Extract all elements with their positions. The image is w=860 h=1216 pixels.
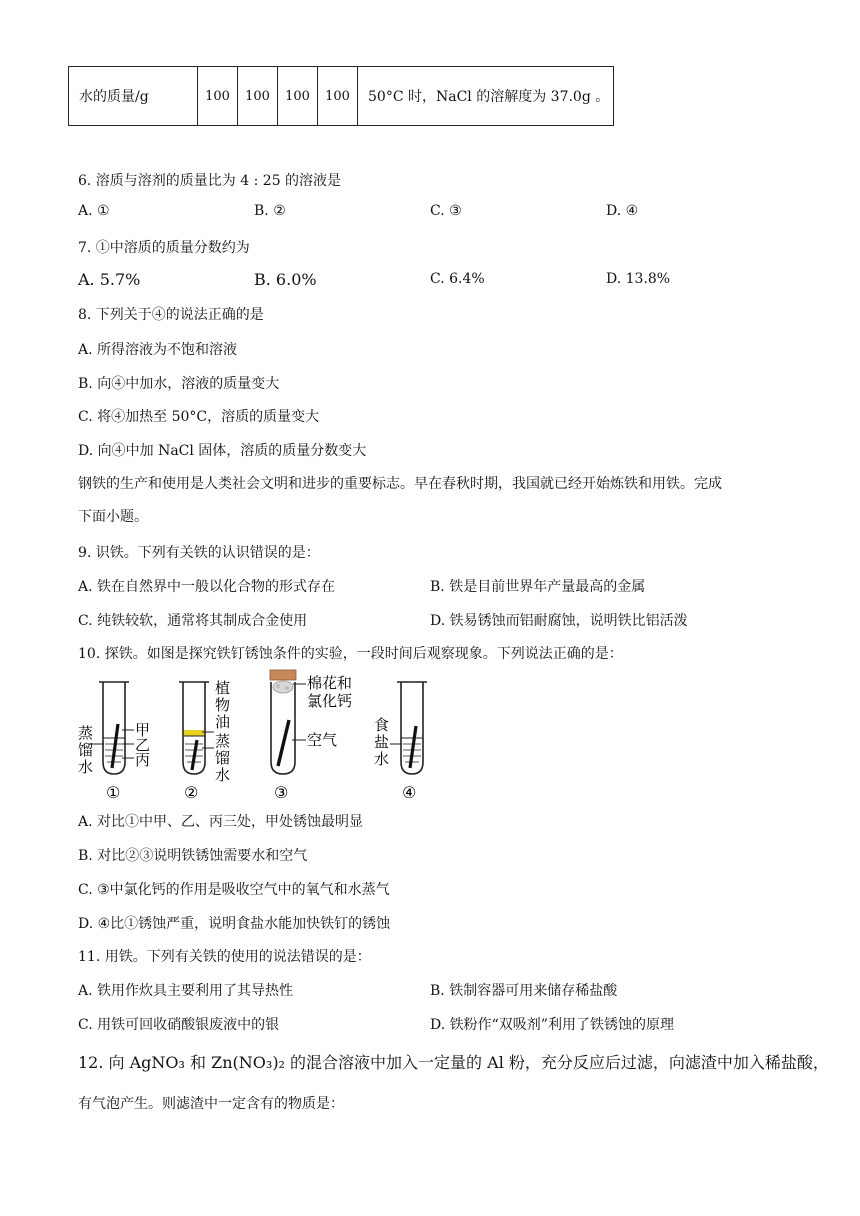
- q10-stem: 10. 探铁。如图是探究铁钉锈蚀条件的实验，一段时间后观察现象。下列说法正确的是：: [78, 646, 623, 662]
- q7-option-a[interactable]: A. 5.7%: [78, 270, 141, 289]
- tube4-salt-water-label-1: 食: [374, 716, 390, 734]
- test-tube-4: [374, 682, 427, 802]
- tube2-oil-label-1: 植: [215, 679, 231, 697]
- intro-line-2: 下面小题。: [78, 509, 148, 525]
- solubility-table: [68, 66, 614, 126]
- intro-line-1: 钢铁的生产和使用是人类社会文明和进步的重要标志。早在春秋时期，我国就已经开始炼铁和用铁。完成: [78, 476, 722, 492]
- tube2-number: ②: [184, 783, 199, 802]
- tube2-water-label-2: 馏: [215, 749, 231, 767]
- q6-stem: 6. 溶质与溶剂的质量比为 4 : 25 的溶液是: [78, 173, 342, 189]
- rust-experiment-figure: [74, 668, 434, 804]
- tube1-position-jia: 甲: [135, 721, 151, 739]
- q6-option-b[interactable]: B. ②: [254, 203, 286, 219]
- tube4-salt-water-label-2: 盐: [374, 733, 390, 751]
- q6-option-d[interactable]: D. ④: [606, 203, 639, 219]
- q9-option-a[interactable]: A. 铁在自然界中一般以化合物的形式存在: [78, 579, 336, 595]
- q8-stem: 8. 下列关于④的说法正确的是: [78, 307, 264, 323]
- q7-option-d[interactable]: D. 13.8%: [606, 271, 671, 287]
- table-value-cell: 100: [318, 67, 358, 126]
- tube3-cotton-label-1: 棉花和: [307, 674, 353, 692]
- q8-option-c[interactable]: C. 将④加热至 50°C，溶质的质量变大: [78, 409, 320, 425]
- tube1-water-label-3: 水: [78, 758, 94, 776]
- tube2-oil-label-3: 油: [215, 713, 231, 731]
- q6-option-a[interactable]: A. ①: [78, 203, 110, 219]
- table-value-cell: 100: [198, 67, 238, 126]
- q6-option-c[interactable]: C. ③: [430, 203, 462, 219]
- q10-option-b[interactable]: B. 对比②③说明铁锈蚀需要水和空气: [78, 848, 308, 864]
- tube2-water-label-3: 水: [215, 766, 231, 784]
- cotton-and-calcium-chloride: [273, 681, 293, 693]
- test-tube-2: [179, 679, 230, 802]
- tube1-water-label-1: 蒸: [78, 724, 94, 742]
- tube3-number: ③: [274, 783, 289, 802]
- tube2-water-label-1: 蒸: [215, 732, 231, 750]
- table-label-cell: 水的质量/g: [69, 67, 198, 126]
- q10-option-c[interactable]: C. ③中氯化钙的作用是吸收空气中的氧气和水蒸气: [78, 882, 390, 898]
- q11-option-b[interactable]: B. 铁制容器可用来储存稀盐酸: [430, 983, 618, 999]
- q9-option-d[interactable]: D. 铁易锈蚀而铝耐腐蚀，说明铁比铝活泼: [430, 613, 688, 629]
- q10-option-d[interactable]: D. ④比①锈蚀严重，说明食盐水能加快铁钉的锈蚀: [78, 916, 391, 932]
- tube1-water-label-2: 馏: [78, 741, 94, 759]
- q11-option-c[interactable]: C. 用铁可回收硝酸银废液中的银: [78, 1017, 280, 1033]
- tube2-oil-label-2: 物: [215, 696, 231, 714]
- tube1-position-bing: 丙: [135, 751, 151, 769]
- q9-option-c[interactable]: C. 纯铁较软，通常将其制成合金使用: [78, 613, 308, 629]
- tube1-number: ①: [106, 783, 121, 802]
- q11-stem: 11. 用铁。下列有关铁的使用的说法错误的是：: [78, 949, 371, 965]
- table-value-cell: 100: [278, 67, 318, 126]
- table-row: [69, 67, 614, 126]
- table-note-cell: 50°C 时，NaCl 的溶解度为 37.0g 。: [358, 67, 614, 126]
- tube4-salt-water-label-3: 水: [374, 750, 390, 768]
- tube3-air-label: 空气: [307, 731, 338, 749]
- q8-option-a[interactable]: A. 所得溶液为不饱和溶液: [78, 342, 238, 358]
- q7-option-b[interactable]: B. 6.0%: [254, 270, 317, 289]
- tube1-position-yi: 乙: [135, 736, 151, 754]
- oil-layer: [184, 730, 204, 736]
- q11-option-a[interactable]: A. 铁用作炊具主要利用了其导热性: [78, 983, 294, 999]
- q8-option-d[interactable]: D. 向④中加 NaCl 固体，溶质的质量分数变大: [78, 443, 367, 459]
- q11-option-d[interactable]: D. 铁粉作“双吸剂”利用了铁锈蚀的原理: [430, 1017, 674, 1033]
- q7-option-c[interactable]: C. 6.4%: [430, 271, 485, 287]
- stopper: [270, 670, 296, 680]
- q9-option-b[interactable]: B. 铁是目前世界年产量最高的金属: [430, 579, 646, 595]
- test-tube-3: [270, 670, 352, 802]
- tube4-number: ④: [402, 783, 417, 802]
- q9-stem: 9. 识铁。下列有关铁的认识错误的是：: [78, 545, 320, 561]
- q12-stem-line-2: 有气泡产生。则滤渣中一定含有的物质是：: [78, 1096, 344, 1112]
- q7-stem: 7. ①中溶质的质量分数约为: [78, 240, 250, 256]
- test-tube-1: [78, 682, 150, 802]
- table-value-cell: 100: [238, 67, 278, 126]
- q8-option-b[interactable]: B. 向④中加水，溶液的质量变大: [78, 376, 280, 392]
- q10-option-a[interactable]: A. 对比①中甲、乙、丙三处，甲处锈蚀最明显: [78, 814, 364, 830]
- q12-stem-line-1: 12. 向 AgNO₃ 和 Zn(NO₃)₂ 的混合溶液中加入一定量的 Al 粉，充分反应后过滤，向滤渣中加入稀盐酸，: [78, 1053, 829, 1072]
- tube3-cotton-label-2: 氯化钙: [307, 692, 353, 710]
